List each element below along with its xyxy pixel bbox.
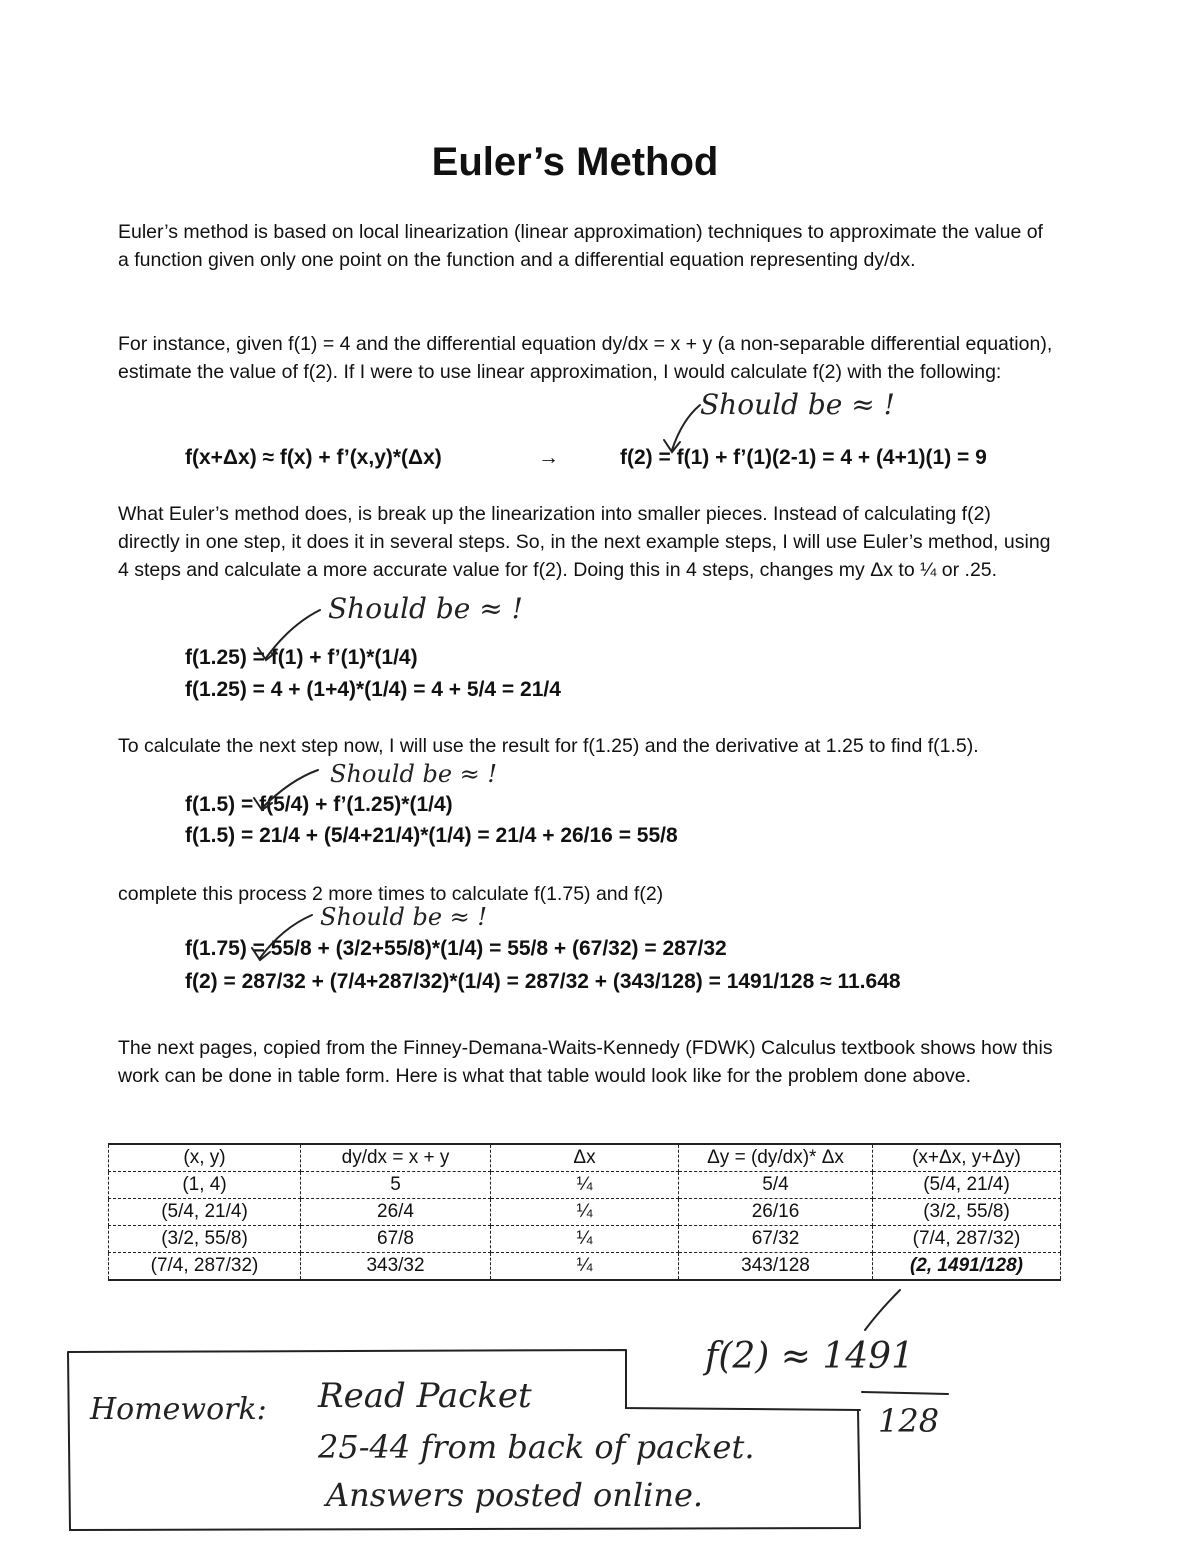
- homework-line-3: Answers posted online.: [326, 1476, 704, 1514]
- example-text: For instance, given f(1) = 4 and the differential equation dy/dx = x + y (a non-separable differential equation), estimate the value of f(2). If I were to use linear approximation, I would calculate f(2) with the following:: [118, 333, 1053, 383]
- homework-line-2: 25-44 from back of packet.: [318, 1428, 755, 1466]
- note2-arrow: [266, 610, 320, 658]
- table-header: (x+Δx, y+Δy): [873, 1144, 1061, 1172]
- table-cell: ¼: [491, 1172, 679, 1199]
- table-cell: (5/4, 21/4): [109, 1199, 301, 1226]
- homework-line-1: Read Packet: [318, 1376, 532, 1416]
- handwritten-note-4: Should be ≈ !: [320, 903, 488, 931]
- complete-process-text: complete this process 2 more times to calculate f(1.75) and f(2): [118, 883, 664, 905]
- table-cell: 343/128: [679, 1253, 873, 1281]
- table-cell: (7/4, 287/32): [873, 1226, 1061, 1253]
- table-cell: (3/2, 55/8): [873, 1199, 1061, 1226]
- table-header: Δy = (dy/dx)* Δx: [679, 1144, 873, 1172]
- note3-arrow: [262, 770, 318, 808]
- next-step-text: To calculate the next step now, I will use the result for f(1.25) and the derivative at 1.25 to find f(1.5).: [118, 735, 979, 757]
- handwritten-note-3: Should be ≈ !: [330, 760, 498, 788]
- table-cell: 5/4: [679, 1172, 873, 1199]
- table-header: dy/dx = x + y: [301, 1144, 491, 1172]
- note1-arrowhead: [664, 440, 680, 452]
- note4-arrow: [260, 915, 312, 958]
- step2-formula: f(1.5) = f(5/4) + f’(1.25)*(1/4): [185, 793, 453, 816]
- handwritten-note-2: Should be ≈ !: [328, 592, 523, 625]
- answer-denominator: 128: [878, 1402, 940, 1440]
- linear-approx-formula: f(x+Δx) ≈ f(x) + f’(x,y)*(Δx): [185, 446, 442, 469]
- euler-explanation-text: What Euler’s method does, is break up the linearization into smaller pieces. Instead of calculating f(2) directly in one step, it does it in several steps. So, in the next example steps, I will use Euler’s method, using 4 steps and calculate a more accurate value for f(2). Doing this in 4 steps, changes my Δx to ¼ or .25.: [118, 503, 1051, 581]
- table-cell: 5: [301, 1172, 491, 1199]
- table-cell: (1, 4): [109, 1172, 301, 1199]
- page-title: Euler’s Method: [431, 140, 719, 184]
- table-cell: (5/4, 21/4): [873, 1172, 1061, 1199]
- note1-arrow: [672, 405, 700, 450]
- answer-check-arrow: [865, 1290, 900, 1330]
- step1-formula: f(1.25) = f(1) + f’(1)*(1/4): [185, 646, 418, 669]
- table-header: (x, y): [109, 1144, 301, 1172]
- answer-fraction-bar: [862, 1392, 948, 1394]
- table-cell: 67/8: [301, 1226, 491, 1253]
- table-cell: 343/32: [301, 1253, 491, 1281]
- homework-label: Homework:: [90, 1392, 267, 1427]
- table-cell: ¼: [491, 1253, 679, 1281]
- step3-calculation: f(1.75) = 55/8 + (3/2+55/8)*(1/4) = 55/8 + (67/32) = 287/32: [185, 937, 727, 960]
- arrow-icon: →: [538, 446, 559, 469]
- table-cell: (7/4, 287/32): [109, 1253, 301, 1281]
- table-cell: ¼: [491, 1226, 679, 1253]
- textbook-text: The next pages, copied from the Finney-Demana-Waits-Kennedy (FDWK) Calculus textbook shows how this work can be done in table form. Here is what that table would look like for the problem done above.: [118, 1037, 1053, 1087]
- step2-calculation: f(1.5) = 21/4 + (5/4+21/4)*(1/4) = 21/4 + 26/16 = 55/8: [185, 824, 678, 847]
- answer-handwritten: f(2) ≈ 1491: [705, 1336, 914, 1377]
- table-cell-final-result: (2, 1491/128): [873, 1253, 1061, 1281]
- table-cell: ¼: [491, 1199, 679, 1226]
- table-header: Δx: [491, 1144, 679, 1172]
- step4-calculation: f(2) = 287/32 + (7/4+287/32)*(1/4) = 287/32 + (343/128) = 1491/128 ≈ 11.648: [185, 970, 901, 993]
- handwritten-note-1: Should be ≈ !: [700, 388, 895, 421]
- table-cell: 67/32: [679, 1226, 873, 1253]
- table-cell: 26/4: [301, 1199, 491, 1226]
- step1-calculation: f(1.25) = 4 + (1+4)*(1/4) = 4 + 5/4 = 21/4: [185, 678, 561, 701]
- table-cell: (3/2, 55/8): [109, 1226, 301, 1253]
- table-cell: 26/16: [679, 1199, 873, 1226]
- linear-approx-result: f(2) = f(1) + f’(1)(2-1) = 4 + (4+1)(1) = 9: [620, 446, 987, 469]
- intro-text: Euler’s method is based on local linearization (linear approximation) techniques to approximate the value of a function given only one point on the function and a differential equation representing dy/dx.: [118, 221, 1043, 271]
